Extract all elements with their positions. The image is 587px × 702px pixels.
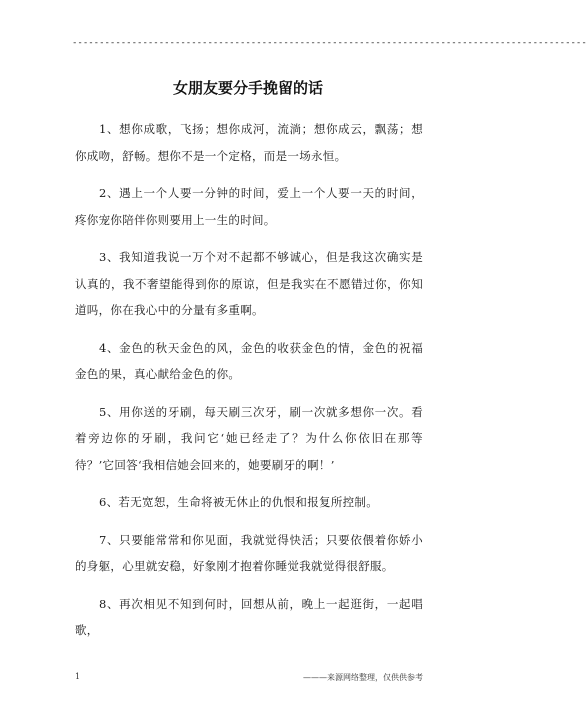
paragraph: 8、再次相见不知到何时，回想从前，晚上一起逛街，一起唱歌，	[75, 596, 423, 637]
document-title: 女朋友要分手挽留的话	[172, 79, 323, 97]
paragraph: 3、我知道我说一万个对不起都不够诚心，但是我这次确实是认真的，我不奢望能得到你的原谅，但是我实在不愿错过你，你知道吗，你在我心中的分量有多重啊。	[75, 250, 423, 317]
header-rule: -----------------------------------------------------------------------------------------------	[72, 38, 587, 48]
paragraph: 5、用你送的牙刷，每天刷三次牙，刷一次就多想你一次。看着旁边你的牙刷，我问它‘她已经走了？为什么你依旧在那等待？’它回答‘我相信她会回来的，她要刷牙的啊！’	[75, 404, 423, 472]
paragraph: 6、若无宽恕，生命将被无休止的仇恨和报复所控制。	[99, 495, 379, 509]
paragraph: 7、只要能常常和你见面，我就觉得快活；只要依偎着你娇小的身躯，心里就安稳，好象刚才抱着你睡觉我就觉得很舒服。	[75, 532, 423, 573]
paragraph: 4、金色的秋天金色的风，金色的收获金色的情，金色的祝福金色的果，真心献给金色的你。	[75, 340, 423, 381]
paragraph: 1、想你成歌，飞扬；想你成河，流淌；想你成云，飘荡；想你成吻，舒畅。想你不是一个定格，而是一场永恒。	[75, 122, 423, 163]
page-number: 1	[75, 672, 81, 681]
document-body	[75, 116, 423, 655]
paragraph: 2、遇上一个人要一分钟的时间，爱上一个人要一天的时间，疼你宠你陪伴你则要用上一生的时间。	[75, 186, 423, 227]
page-footer	[75, 672, 423, 686]
footer-note: ———来源网络整理，仅供供参考	[303, 673, 423, 682]
